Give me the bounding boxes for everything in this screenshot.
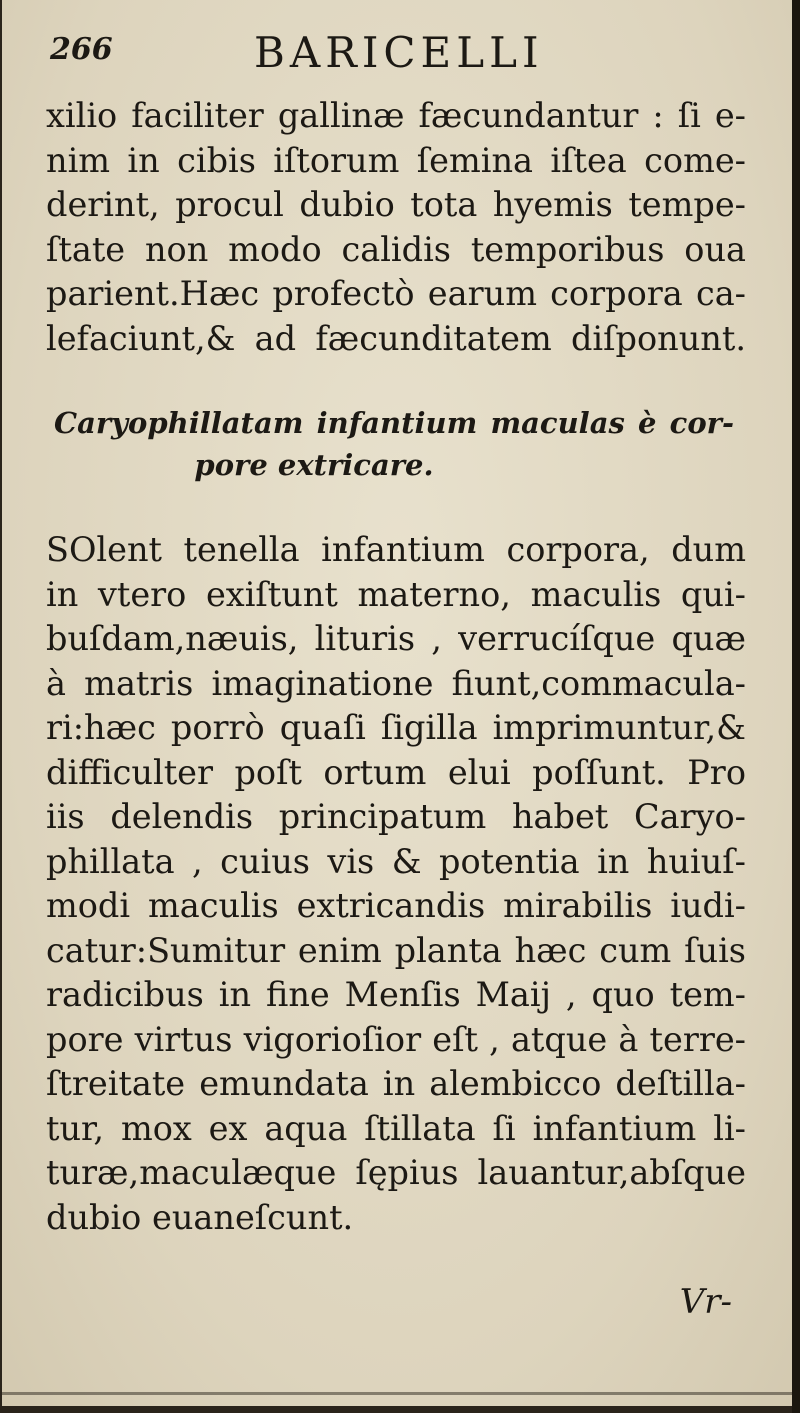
text-line: pore virtus vigorioſior eſt , atque à terre- — [46, 1019, 746, 1059]
text-line: derint, procul dubio tota hyemis tempe- — [46, 185, 746, 224]
section-heading — [54, 402, 734, 486]
text-line: nim in cibis iſtorum ſemina iſtea come- — [46, 140, 746, 180]
running-head — [50, 28, 750, 84]
page-edge — [792, 0, 800, 1413]
text-line: phillata , cuius vis & potentia in huiuſ- — [46, 841, 746, 881]
text-line: turæ,maculæque ſępius lauantur,abſque — [46, 1153, 746, 1192]
running-title: BARICELLI — [254, 28, 544, 77]
paragraph-1 — [46, 94, 746, 361]
text-line: dubio euaneſcunt. — [46, 1197, 354, 1237]
text-line: ri:hæc porrò quaſi ſigilla imprimuntur,& — [46, 708, 746, 747]
page-number: 266 — [50, 32, 113, 67]
text-line: iis delendis principatum habet Caryo- — [46, 797, 746, 836]
text-line: à matris imaginatione fiunt,commacula- — [46, 663, 746, 703]
text-line: buſdam,næuis, lituris , verrucíſque quæ — [46, 619, 746, 658]
catchword: Vr- — [679, 1282, 732, 1322]
bottom-rule — [2, 1392, 794, 1395]
text-line: parient.Hæc profectò earum corpora ca- — [46, 274, 746, 313]
text-line: xilio faciliter gallinæ fæcundantur : ſi e- — [46, 96, 746, 135]
text-line: ſtate non modo calidis temporibus oua — [46, 229, 746, 269]
book-page — [2, 0, 794, 1406]
text-line: modi maculis extricandis mirabilis iudi- — [46, 886, 746, 925]
heading-line: Caryophillatam infantium maculas è cor- — [54, 406, 734, 440]
text-line: radicibus in fine Menſis Maij , quo tem- — [46, 975, 746, 1014]
paragraph-2 — [46, 528, 746, 1240]
text-line: lefaciunt,& ad fæcunditatem diſponunt. — [46, 318, 746, 358]
text-line: difficulter poſt ortum elui poſſunt. Pro — [46, 752, 746, 792]
text-line: SOlent tenella infantium corpora, dum — [46, 530, 746, 569]
text-line: ſtreitate emundata in alembicco deſtilla- — [46, 1064, 746, 1103]
text-line: catur:Sumitur enim planta hæc cum ſuis — [46, 930, 746, 970]
text-line: in vtero exiſtunt materno, maculis qui- — [46, 574, 746, 614]
heading-line: pore extricare. — [194, 448, 434, 482]
text-line: tur, mox ex aqua ſtillata ſi infantium li- — [46, 1108, 746, 1148]
